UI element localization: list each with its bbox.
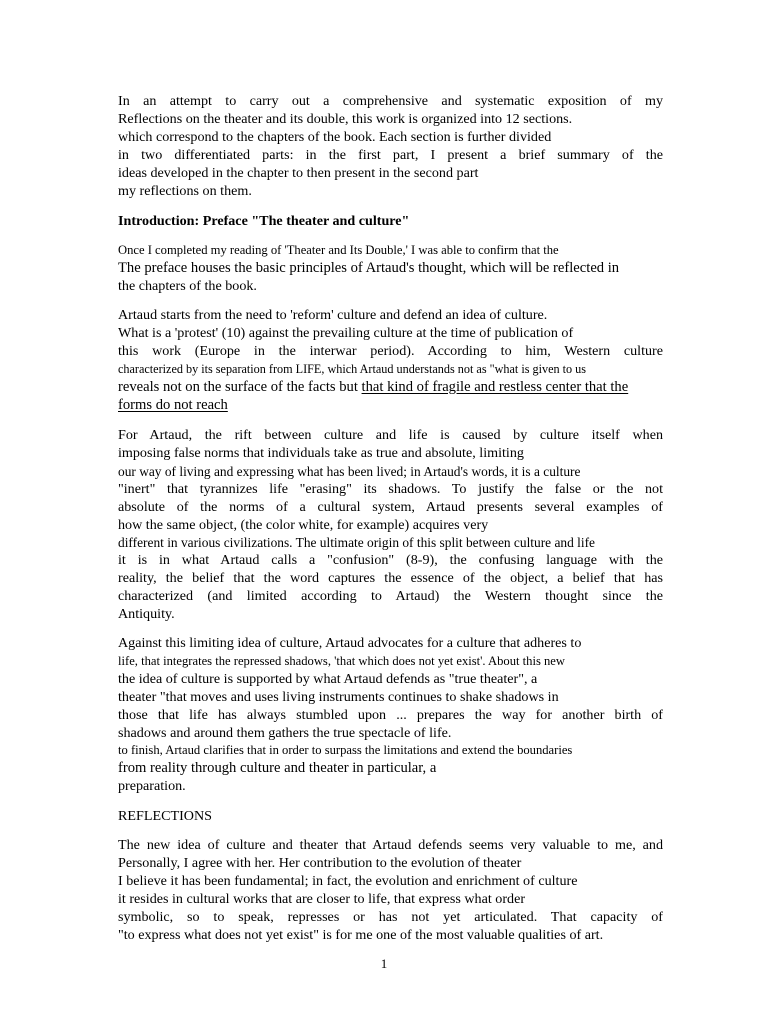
rift-line: our way of living and expressing what has been lived; in Artaud's words, it is a culture xyxy=(118,463,581,479)
reflections-line: it resides in cultural works that are closer to life, that express what order xyxy=(118,890,526,907)
against-paragraph xyxy=(118,635,663,796)
intro-line: ideas developed in the chapter to then present in the second part xyxy=(118,164,479,181)
page-number: 1 xyxy=(380,956,388,971)
rift-line: imposing false norms that individuals take as true and absolute, limiting xyxy=(118,444,524,461)
reflections-line: I believe it has been fundamental; in fact, the evolution and enrichment of culture xyxy=(118,872,578,889)
underlined-quote: that kind of fragile and restless center that the xyxy=(361,378,629,395)
rift-line: For Artaud, the rift between culture and life is caused by culture itself when xyxy=(118,427,663,443)
reflections-line: Personally, I agree with her. Her contribution to the evolution of theater xyxy=(118,854,522,871)
rift-line: Antiquity. xyxy=(118,606,175,623)
reflections-paragraph xyxy=(118,837,663,944)
reflections-line: "to express what does not yet exist" is for me one of the most valuable qualities of art. xyxy=(118,926,604,943)
against-line: to finish, Artaud clarifies that in order to surpass the limitations and extend the boundaries xyxy=(118,743,573,758)
intro-paragraph xyxy=(118,93,663,200)
reform-line: Artaud starts from the need to 'reform' culture and defend an idea of culture. xyxy=(118,307,548,323)
preface-line: Once I completed my reading of 'Theater and Its Double,' I was able to confirm that the xyxy=(118,243,559,257)
intro-line: Reflections on the theater and its double, this work is organized into 12 sections. xyxy=(118,110,573,127)
intro-line: In an attempt to carry out a comprehensive and systematic exposition of my xyxy=(118,93,663,109)
reform-line: this work (Europe in the interwar period). According to him, Western culture xyxy=(118,342,663,359)
rift-paragraph xyxy=(118,427,663,624)
underlined-quote-end: forms do not reach xyxy=(118,396,228,413)
rift-line: different in various civilizations. The ultimate origin of this split between culture and life xyxy=(118,535,595,551)
reform-line: characterized by its separation from LIFE, which Artaud understands not as "what is given to us xyxy=(118,361,586,376)
against-line: Against this limiting idea of culture, Artaud advocates for a culture that adheres to xyxy=(118,635,582,651)
section-heading-reflections: REFLECTIONS xyxy=(118,808,212,824)
rift-line: "inert" that tyrannizes life "erasing" its shadows. To justify the false or the not xyxy=(118,480,663,497)
rift-line: absolute of the norms of a cultural system, Artaud presents several examples of xyxy=(118,498,663,515)
reform-paragraph xyxy=(118,307,663,414)
against-line: from reality through culture and theater in particular, a xyxy=(118,760,437,777)
against-line: life, that integrates the repressed shadows, 'that which does not yet exist'. About this new xyxy=(118,653,565,668)
rift-line: how the same object, (the color white, for example) acquires very xyxy=(118,516,489,533)
preface-line: the chapters of the book. xyxy=(118,277,257,294)
reform-line: What is a 'protest' (10) against the prevailing culture at the time of publication of xyxy=(118,324,574,341)
against-line: shadows and around them gathers the true spectacle of life. xyxy=(118,724,452,741)
rift-line: it is in what Artaud calls a "confusion" (8-9), the confusing language with the xyxy=(118,552,663,569)
intro-line: my reflections on them. xyxy=(118,182,252,199)
against-line: preparation. xyxy=(118,778,186,795)
against-line: those that life has always stumbled upon ... prepares the way for another birth of xyxy=(118,706,663,723)
against-line: theater "that moves and uses living instruments continues to shake shadows in xyxy=(118,688,559,705)
section-heading-introduction: Introduction: Preface "The theater and culture" xyxy=(118,213,410,229)
intro-line: which correspond to the chapters of the book. Each section is further divided xyxy=(118,128,552,145)
rift-line: reality, the belief that the word captures the essence of the object, a belief that has xyxy=(118,570,663,587)
reflections-line: The new idea of culture and theater that Artaud defends seems very valuable to me, and xyxy=(118,837,663,853)
rift-line: characterized (and limited according to Artaud) the Western thought since the xyxy=(118,588,663,605)
against-line: the idea of culture is supported by what Artaud defends as "true theater", a xyxy=(118,670,538,687)
reflections-line: symbolic, so to speak, represses or has not yet articulated. That capacity of xyxy=(118,908,663,925)
reform-line: reveals not on the surface of the facts but that kind of fragile and restless center that the xyxy=(118,378,629,395)
intro-line: in two differentiated parts: in the first part, I present a brief summary of the xyxy=(118,146,663,163)
preface-line: The preface houses the basic principles of Artaud's thought, which will be reflected in xyxy=(118,259,620,276)
preface-paragraph xyxy=(118,242,663,296)
